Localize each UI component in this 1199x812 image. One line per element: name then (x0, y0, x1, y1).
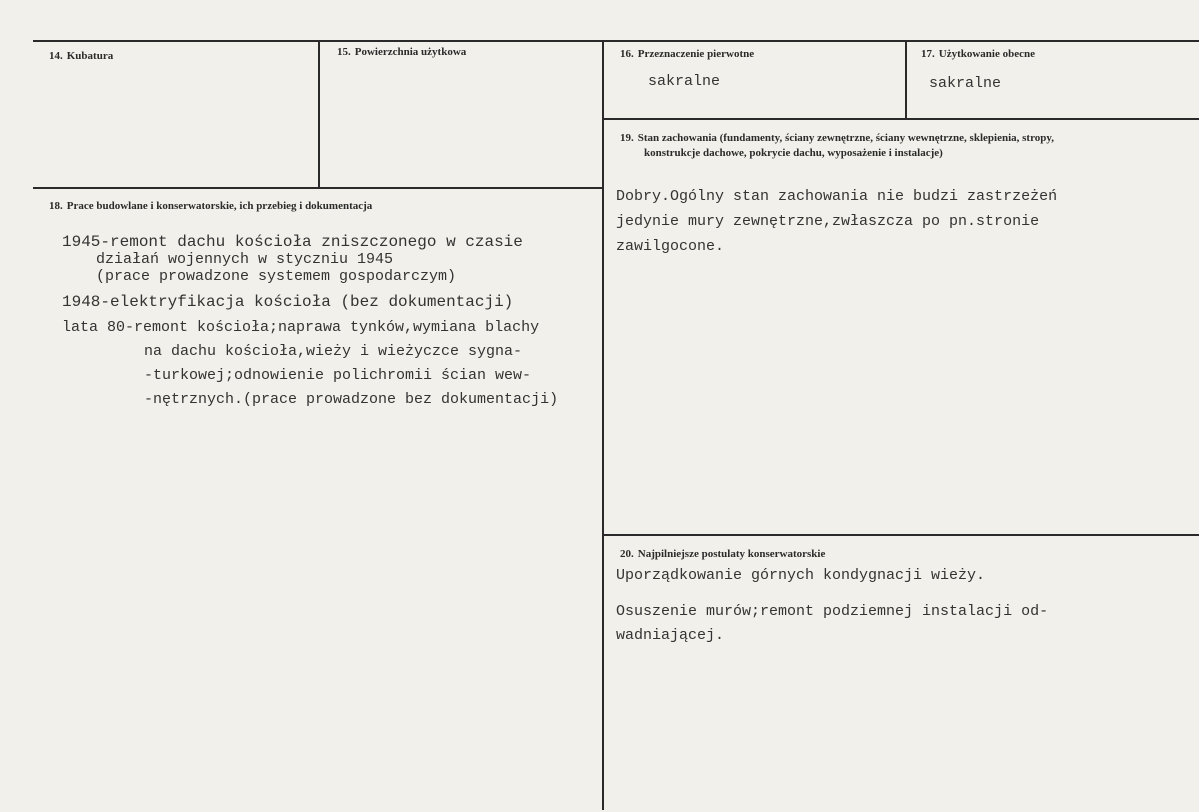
divider-19-20 (603, 534, 1199, 536)
field-19-text (616, 184, 1057, 259)
field-20-line: wadniającej. (616, 627, 725, 644)
field-17-value: sakralne (929, 75, 1002, 92)
field-18-line: -turkowej;odnowienie polichromii ścian wew- (144, 367, 532, 384)
divider-15-18 (33, 187, 603, 189)
field-15-number: 15. (337, 46, 351, 58)
field-14-title: Kubatura (66, 50, 114, 62)
field-15-label (337, 45, 466, 60)
field-20-text (616, 566, 1048, 648)
field-15-title: Powierzchnia użytkowa (354, 46, 467, 58)
field-16-number: 16. (620, 48, 634, 60)
field-20-number: 20. (620, 548, 634, 560)
field-19-title-line1: Stan zachowania (fundamenty, ściany zewnętrzne, ściany wewnętrzne, sklepienia, stropy, (637, 132, 1055, 144)
field-18-line: na dachu kościoła,wieży i wieżyczce sygna- (144, 343, 523, 360)
divider-14-15 (318, 40, 320, 188)
divider-15-16 (602, 40, 604, 810)
field-17-number: 17. (921, 48, 935, 60)
field-18-label (49, 199, 372, 214)
field-19-line: Dobry.Ogólny stan zachowania nie budzi zastrzeżeń (616, 188, 1058, 205)
field-14-number: 14. (49, 50, 63, 62)
field-18-line: (prace prowadzone systemem gospodarczym) (96, 268, 457, 285)
field-18-title: Prace budowlane i konserwatorskie, ich przebieg i dokumentacja (66, 200, 373, 212)
field-16-title: Przeznaczenie pierwotne (637, 48, 755, 60)
field-20-title: Najpilniejsze postulaty konserwatorskie (637, 548, 826, 560)
field-14-label (49, 49, 113, 64)
field-19-line: jedynie mury zewnętrzne,zwłaszcza po pn.stronie (616, 213, 1040, 230)
field-18-number: 18. (49, 200, 63, 212)
field-16-value: sakralne (648, 73, 721, 90)
field-19-line: zawilgocone. (616, 238, 725, 255)
divider-16-19 (603, 118, 1199, 120)
divider-16-17 (905, 40, 907, 118)
field-18-line: działań wojennych w styczniu 1945 (96, 251, 394, 268)
field-20-line: Osuszenie murów;remont podziemnej instalacji od- (616, 603, 1049, 620)
field-20-line: Uporządkowanie górnych kondygnacji wieży. (616, 567, 986, 584)
field-19-number: 19. (620, 132, 634, 144)
field-18-text (62, 232, 558, 412)
field-17-title: Użytkowanie obecne (938, 48, 1035, 60)
field-19-title-line2: konstrukcje dachowe, pokrycie dachu, wyposażenie i instalacje) (644, 147, 943, 159)
field-18-line: 1948-elektryfikacja kościoła (bez dokumentacji) (62, 293, 514, 311)
field-20-label (620, 547, 825, 562)
divider-top (33, 40, 1199, 42)
field-18-line: -nętrznych.(prace prowadzone bez dokumentacji) (144, 391, 559, 408)
field-16-label (620, 47, 754, 62)
field-17-label (921, 47, 1035, 62)
field-19-label (620, 131, 1054, 161)
field-18-line: lata 80-remont kościoła;naprawa tynków,wymiana blachy (62, 319, 540, 336)
field-18-line: 1945-remont dachu kościoła zniszczonego w czasie (62, 233, 523, 251)
